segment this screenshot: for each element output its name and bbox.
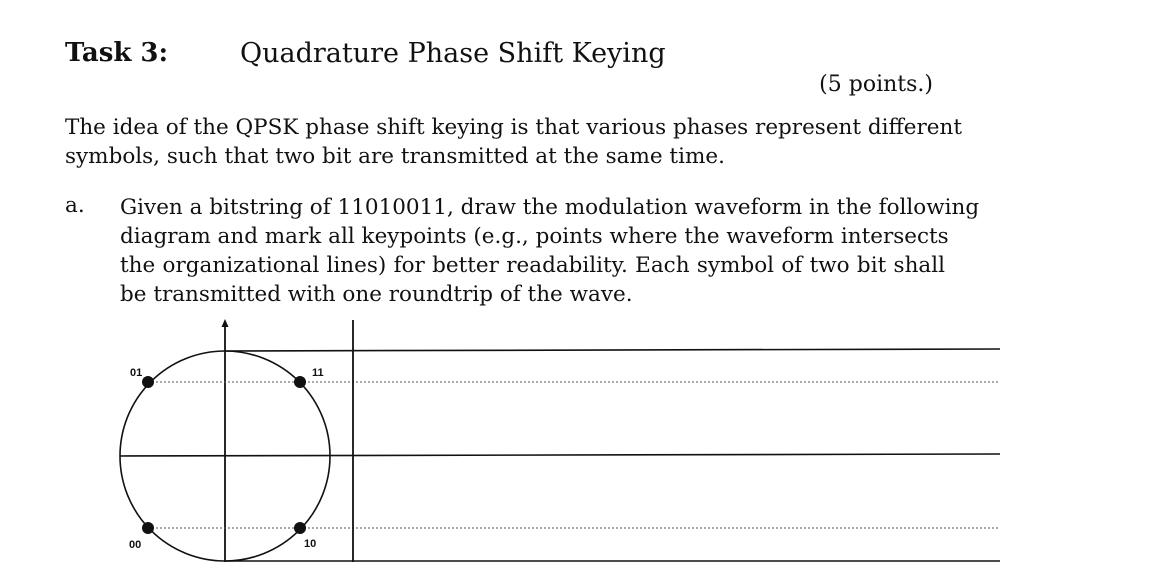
task-label: Task 3: (65, 38, 169, 68)
horizontal-axis (120, 454, 1000, 456)
intro-line: The idea of the QPSK phase shift keying is that various phases represent different (65, 115, 963, 140)
question-a-marker: a. (65, 193, 85, 218)
symbol-label-01: 01 (130, 367, 143, 379)
question-a-line: Given a bitstring of 11010011, draw the modulation waveform in the following (120, 195, 980, 220)
symbol-dot-01 (142, 376, 154, 388)
symbol-label-00: 00 (129, 539, 142, 551)
axis-arrow-icon (222, 319, 229, 327)
points-label: (5 points.) (819, 72, 933, 97)
top-line (225, 349, 1000, 351)
question-a-line: be transmitted with one roundtrip of the wave. (120, 282, 633, 307)
question-a-line: diagram and mark all keypoints (e.g., points where the waveform intersects (120, 224, 949, 249)
task-title: Quadrature Phase Shift Keying (240, 38, 666, 69)
symbol-label-10: 10 (304, 538, 317, 550)
symbol-dot-00 (142, 522, 154, 534)
intro-line: symbols, such that two bit are transmitted at the same time. (65, 144, 725, 169)
question-a-line: the organizational lines) for better readability. Each symbol of two bit shall (120, 253, 945, 278)
symbol-dot-11 (294, 376, 306, 388)
symbol-label-11: 11 (312, 367, 324, 379)
symbol-dot-10 (294, 522, 306, 534)
